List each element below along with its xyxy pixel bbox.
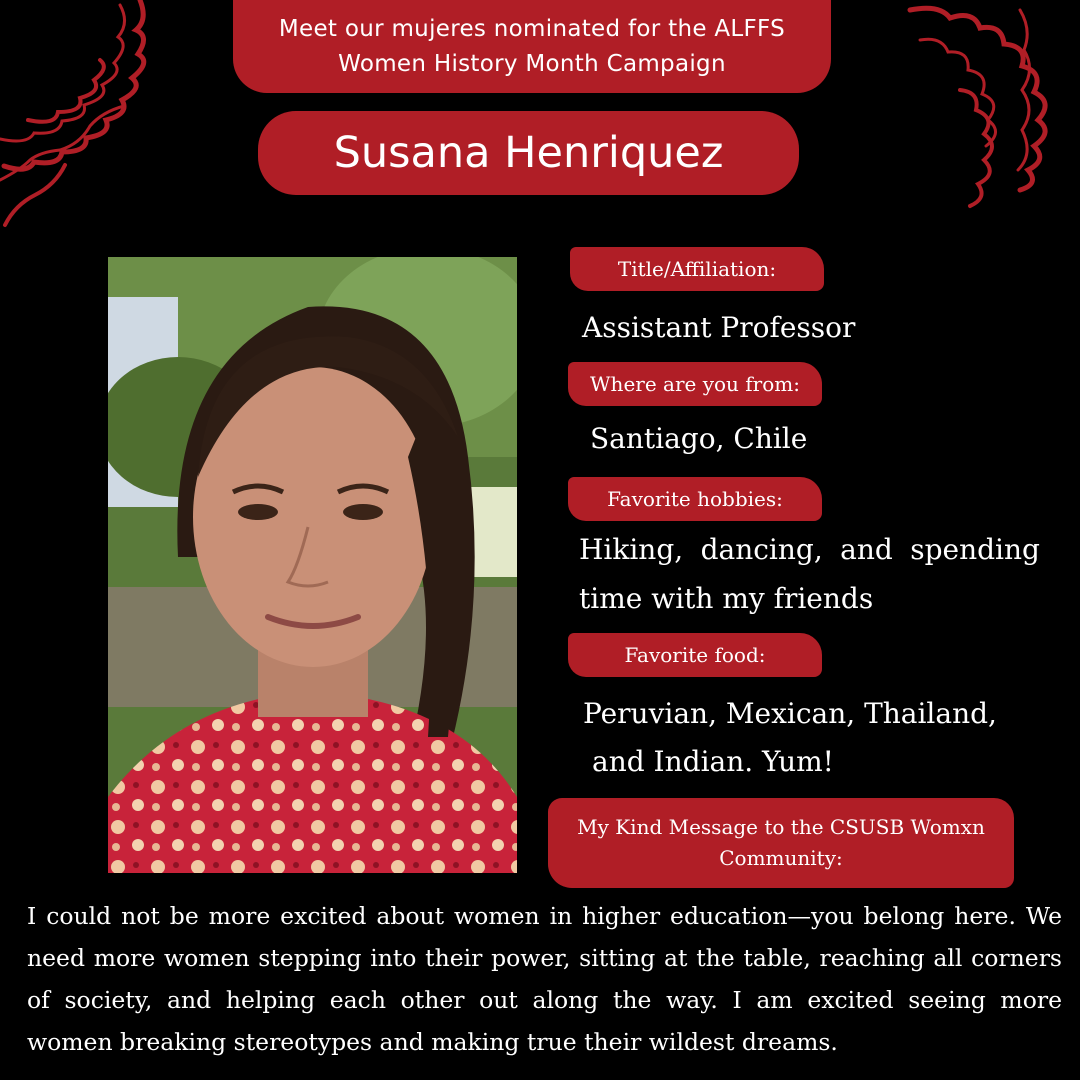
header-banner	[233, 0, 831, 93]
message-line-3: of society, and helping each other out along the way. I am excited seeing more	[27, 986, 1062, 1014]
header-line-1: Meet our mujeres nominated for the ALFFS	[278, 15, 786, 42]
decorative-scribble-left	[0, 0, 180, 250]
from-value: Santiago, Chile	[590, 422, 808, 455]
hobbies-word: Hiking,	[579, 533, 684, 566]
name-banner	[258, 111, 799, 195]
decorative-scribble-right	[900, 0, 1080, 240]
message-label-line-1: My Kind Message to the CSUSB Womxn	[577, 815, 985, 839]
message-line-2: need more women stepping into their power, sitting at the table, reaching all corners	[27, 944, 1062, 972]
title-value: Assistant Professor	[582, 311, 856, 344]
hobbies-label-text: Favorite hobbies:	[607, 487, 783, 511]
hobbies-value-line-1	[579, 526, 1040, 574]
nominee-name: Susana Henriquez	[333, 128, 724, 178]
food-label	[568, 633, 822, 677]
food-value-line-1: Peruvian, Mexican, Thailand,	[583, 697, 997, 730]
title-label	[570, 247, 824, 291]
nominee-photo	[108, 257, 517, 873]
message-label-line-2: Community:	[719, 846, 843, 870]
hobbies-label	[568, 477, 822, 521]
food-label-text: Favorite food:	[624, 643, 766, 667]
header-line-2: Women History Month Campaign	[338, 50, 726, 77]
from-label-text: Where are you from:	[590, 372, 800, 396]
hobbies-value-line-2: time with my friends	[579, 582, 874, 615]
food-value-line-2: and Indian. Yum!	[592, 745, 834, 778]
from-label	[568, 362, 822, 406]
hobbies-word: and	[840, 533, 893, 566]
hobbies-word: dancing,	[700, 533, 823, 566]
hobbies-word: spending	[910, 533, 1040, 566]
message-label	[548, 798, 1014, 888]
kind-message	[27, 895, 1062, 1063]
message-line-4: women breaking stereotypes and making true their wildest dreams.	[27, 1028, 838, 1056]
message-line-1: I could not be more excited about women in higher education—you belong here. We	[27, 902, 1062, 930]
title-label-text: Title/Affiliation:	[617, 257, 777, 281]
